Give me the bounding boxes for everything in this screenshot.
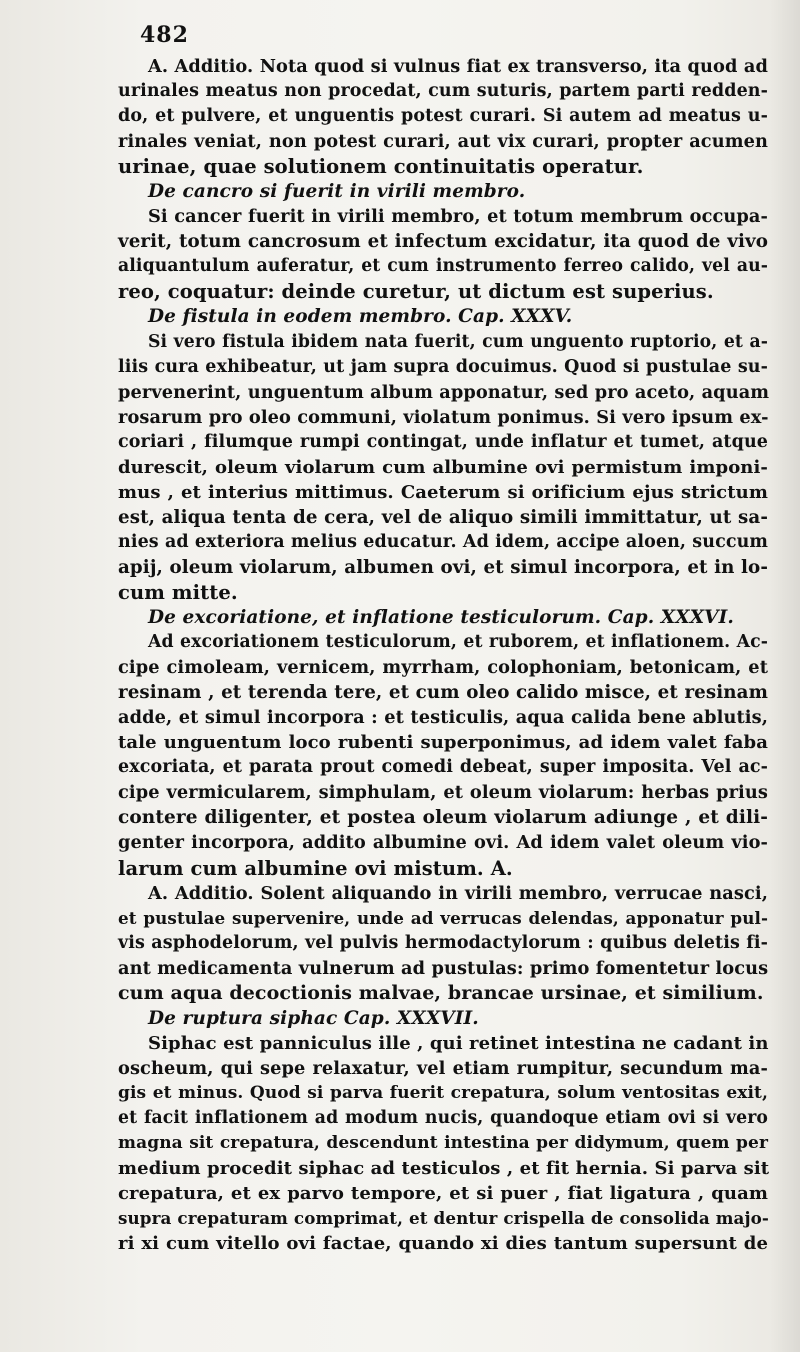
text-line: supra crepaturam comprimat, et dentur crispella de consolida majo- [118,1208,769,1229]
text-line: rinales veniat, non potest curari, aut vix curari, propter acumen [118,131,768,153]
text-line: urinales meatus non procedat, cum suturis, partem parti redden- [118,81,768,102]
text-line: Si vero fistula ibidem nata fuerit, cum unguento ruptorio, et a- [148,331,768,352]
text-line: A. Additio. Solent aliquando in virili membro, verrucae nasci, [148,882,768,904]
text-line: A. Additio. Nota quod si vulnus fiat ex transverso, ita quod ad [148,56,768,77]
text-line: aliquantulum auferatur, et cum instrumento ferreo calido, vel au- [118,256,768,277]
section-heading: De excoriatione, et inflatione testiculorum. Cap. XXXVI. [148,607,734,629]
text-line: pervenerint, unguentum album apponatur, sed pro aceto, aquam [118,381,770,403]
text-line: gis et minus. Quod si parva fuerit crepatura, solum ventositas exit, [118,1082,768,1103]
text-line: verit, totum cancrosum et infectum excidatur, ita quod de vivo [118,231,768,253]
text-line: magna sit crepatura, descendunt intestina per didymum, quem per [118,1133,768,1154]
page-edge-shadow [770,0,800,1352]
page-number: 482 [140,22,189,48]
text-line: larum cum albumine ovi mistum. A. [118,856,513,880]
text-line: Si cancer fuerit in virili membro, et totum membrum occupa- [148,206,768,228]
text-line: tale unguentum loco rubenti superponimus, ad idem valet faba [118,732,768,754]
text-line: resinam , et terenda tere, et cum oleo calido misce, et resinam [118,682,768,704]
text-line: contere diligenter, et postea oleum violarum adiunge , et dili- [118,807,768,829]
text-line: reo, coquatur: deinde curetur, ut dictum est superius. [118,280,714,304]
text-line: ant medicamenta vulnerum ad pustulas: primo fomentetur locus [118,957,769,979]
text-line: et pustulae supervenire, unde ad verrucas delendas, apponatur pul- [118,907,768,928]
text-line: rosarum pro oleo communi, violatum ponimus. Si vero ipsum ex- [118,406,769,428]
text-line: apij, oleum violarum, albumen ovi, et simul incorpora, et in lo- [118,556,768,578]
section-heading: De cancro si fuerit in virili membro. [148,181,526,203]
text-line: oscheum, qui sepe relaxatur, vel etiam rumpitur, secundum ma- [118,1057,768,1079]
text-line: ri xi cum vitello ovi factae, quando xi dies tantum supersunt de [118,1233,768,1255]
text-line: medium procedit siphac ad testiculos , et fit hernia. Si parva sit [118,1158,770,1180]
text-line: cum mitte. [118,580,238,604]
text-line: cum aqua decoctionis malvae, brancae ursinae, et similium. [118,981,764,1004]
text-line: vis asphodelorum, vel pulvis hermodactylorum : quibus deletis fi- [118,932,768,953]
text-line: excoriata, et parata prout comedi debeat, super imposita. Vel ac- [118,757,768,778]
text-line: adde, et simul incorpora : et testiculis, aqua calida bene ablutis, [118,707,768,729]
text-line: Ad excoriationem testiculorum, et ruborem, et inflationem. Ac- [148,632,768,653]
section-heading: De ruptura siphac Cap. XXXVII. [148,1007,479,1029]
text-line: do, et pulvere, et unguentis potest curari. Si autem ad meatus u- [118,106,768,127]
text-line: Siphac est panniculus ille , qui retinet intestina ne cadant in [148,1032,769,1054]
text-line: liis cura exhibeatur, ut jam supra docuimus. Quod si pustulae su- [118,356,768,377]
text-line: coriari , filumque rumpi contingat, unde inflatur et tumet, atque [118,431,768,452]
text-line: mus , et interius mittimus. Caeterum si orificium ejus strictum [118,481,768,503]
text-line: nies ad exteriora melius educatur. Ad idem, accipe aloen, succum [118,531,769,552]
text-line: cipe vermicularem, simphulam, et oleum violarum: herbas prius [118,782,768,804]
text-line: urinae, quae solutionem continuitatis operatur. [118,155,644,179]
page-text [118,54,768,1256]
text-line: crepatura, et ex parvo tempore, et si puer , fiat ligatura , quam [118,1183,768,1205]
text-line: cipe cimoleam, vernicem, myrrham, colophoniam, betonicam, et [118,657,768,679]
text-line: genter incorpora, addito albumine ovi. Ad idem valet oleum vio- [118,832,768,854]
text-line: et facit inflationem ad modum nucis, quandoque etiam ovi si vero [118,1107,768,1128]
text-line: durescit, oleum violarum cum albumine ovi permistum imponi- [118,456,768,478]
text-line: est, aliqua tenta de cera, vel de aliquo simili immittatur, ut sa- [118,506,768,528]
section-heading: De fistula in eodem membro. Cap. XXXV. [148,306,573,328]
